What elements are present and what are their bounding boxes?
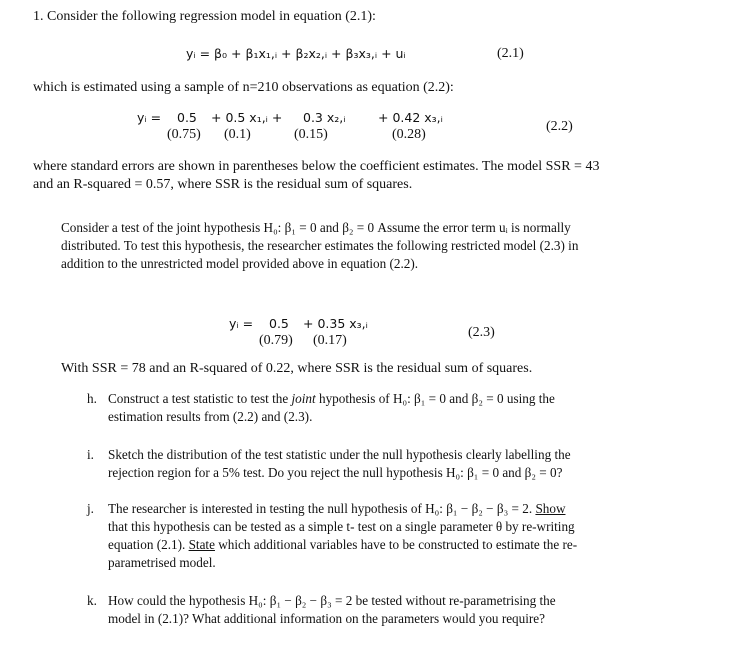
estimated-intro: which is estimated using a sample of n=210 observations as equation (2.2): [33,80,454,95]
estimated-eq-se-intercept: (0.75) [167,127,201,142]
restricted-eq-lhs: yᵢ = [229,316,254,331]
emphasis-state: State [188,537,215,552]
estimated-eq-se-x3: (0.28) [392,127,426,142]
estimated-eq-se-x1: (0.1) [224,127,251,142]
estimated-eq-lhs: yᵢ = [137,110,162,125]
part-i-line-1: Sketch the distribution of the test statistic under the null hypothesis clearly labelling the [108,447,571,462]
estimated-eq-term-x1: + 0.5 x₁,ᵢ + [211,110,283,125]
part-k-label: k. [87,593,97,608]
model-equation: yᵢ = β₀ + β₁x₁,ᵢ + β₂x₂,ᵢ + β₃x₃,ᵢ + uᵢ [186,46,406,61]
part-j-line-4: parametrised model. [108,555,216,570]
emphasis-show: Show [535,501,566,516]
joint-paragraph-line-1: Consider a test of the joint hypothesis H₀: β₁ = 0 and β₂ = 0 Assume the error term uᵢ is normally [61,220,571,235]
restricted-note: With SSR = 78 and an R-squared of 0.22, where SSR is the residual sum of squares. [61,361,533,376]
joint-paragraph-line-3: addition to the unrestricted model provided above in equation (2.2). [61,256,419,271]
equation-number-2-1: (2.1) [497,46,524,61]
part-j-label: j. [87,501,94,516]
note-line-2: and an R-squared = 0.57, where SSR is the residual sum of squares. [33,177,413,192]
estimated-eq-se-x2: (0.15) [294,127,328,142]
emphasis-joint: joint [291,391,316,406]
restricted-eq-term-x3: + 0.35 x₃,ᵢ [303,316,368,331]
part-i-label: i. [87,447,94,462]
part-j-line-1: The researcher is interested in testing the null hypothesis of H₀: β₁ − β₂ − β₃ = 2. Show [108,501,566,516]
note-line-1: where standard errors are shown in parentheses below the coefficient estimates. The model SSR = 43 [33,159,600,174]
part-h-line-2: estimation results from (2.2) and (2.3). [108,409,313,424]
restricted-eq-intercept: 0.5 [269,316,289,331]
equation-number-2-3: (2.3) [468,325,495,340]
part-j-line-3: equation (2.1). State which additional variables have to be constructed to estimate the re- [108,537,578,552]
estimated-eq-term-x2: 0.3 x₂,ᵢ [303,110,346,125]
part-h-label: h. [87,391,97,406]
estimated-eq-term-x3: + 0.42 x₃,ᵢ [378,110,443,125]
estimated-eq-intercept: 0.5 [177,110,197,125]
part-k-line-1: How could the hypothesis H₀: β₁ − β₂ − β₃ = 2 be tested without re-parametrising the [108,593,556,608]
restricted-eq-se-x3: (0.17) [313,333,347,348]
question-heading: 1. Consider the following regression model in equation (2.1): [33,9,376,24]
restricted-eq-se-intercept: (0.79) [259,333,293,348]
part-h-line-1: Construct a test statistic to test the joint hypothesis of H₀: β₁ = 0 and β₂ = 0 using the [108,391,555,406]
part-i-line-2: rejection region for a 5% test. Do you reject the null hypothesis H₀: β₁ = 0 and β₂ = 0? [108,465,563,480]
equation-number-2-2: (2.2) [546,119,573,134]
joint-paragraph-line-2: distributed. To test this hypothesis, the researcher estimates the following restricted model (2.3) in [61,238,579,253]
part-j-line-2: that this hypothesis can be tested as a simple t- test on a single parameter θ by re-writing [108,519,575,534]
part-k-line-2: model in (2.1)? What additional information on the parameters would you require? [108,611,546,626]
